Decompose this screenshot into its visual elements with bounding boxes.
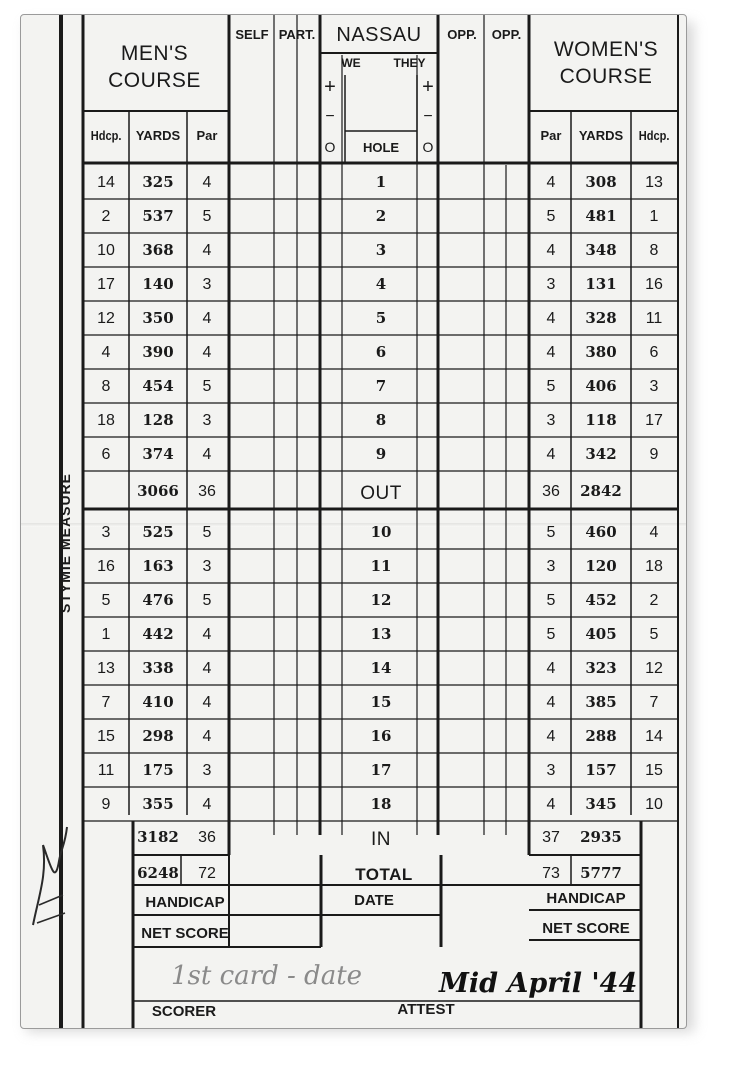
back-hole-m-yards-cell: 525 <box>142 523 174 541</box>
front-hole-m-par-cell: 5 <box>202 378 212 395</box>
front-hole-w-hdcp-cell: 9 <box>649 446 659 463</box>
front-hole-w-yards-cell: 342 <box>585 445 617 463</box>
front-hole-m-yards-cell: 537 <box>142 207 174 225</box>
back-hole-m-yards-cell: 476 <box>142 591 174 609</box>
front-hole-m-yards-cell: 390 <box>142 343 174 361</box>
back-hole-m-hdcp-cell: 16 <box>97 558 115 575</box>
back-hole-hole-cell: 15 <box>370 693 392 711</box>
back-hole-w-hdcp-cell: 7 <box>649 694 659 711</box>
out-row-w-yards: 2842 <box>580 482 622 500</box>
front-hole-hole-cell: 4 <box>375 275 387 293</box>
back-hole-w-hdcp-cell: 12 <box>645 660 663 677</box>
back-hole-m-yards-cell: 163 <box>142 557 174 575</box>
front-hole-m-hdcp-cell: 8 <box>101 378 111 395</box>
back-hole-w-par-cell: 5 <box>546 626 556 643</box>
total-row-m-par: 72 <box>198 865 216 882</box>
back-hole-w-hdcp-cell: 2 <box>649 592 659 609</box>
mens-hdcp-header <box>83 129 129 142</box>
mens-hdcp-header-text: Hdcp. <box>90 128 122 143</box>
front-hole-w-yards-cell: 328 <box>585 309 617 327</box>
stymie-measure-label: STYMIE MEASURE <box>57 473 73 614</box>
back-hole-m-hdcp-cell: 1 <box>101 626 111 643</box>
minus-sign-right: − <box>423 108 433 125</box>
mens-title-line1: MEN'S <box>120 42 189 65</box>
back-hole-m-par-cell: 4 <box>202 728 212 745</box>
front-hole-hole-cell: 3 <box>375 241 387 259</box>
front-hole-w-par-cell: 4 <box>546 174 556 191</box>
front-hole-w-hdcp-cell: 11 <box>645 310 663 327</box>
zero-left: O <box>324 139 336 155</box>
mens-handicap-label: HANDICAP <box>145 894 225 911</box>
back-hole-m-par-cell: 4 <box>202 660 212 677</box>
womens-net-score-label: NET SCORE <box>542 920 630 937</box>
back-hole-w-par-cell: 4 <box>546 796 556 813</box>
front-hole-m-par-cell: 4 <box>202 242 212 259</box>
back-hole-hole-cell: 14 <box>370 659 392 677</box>
out-row-label: OUT <box>360 483 402 504</box>
back-hole-w-hdcp-cell: 18 <box>645 558 663 575</box>
front-hole-m-yards-cell: 325 <box>142 173 174 191</box>
front-hole-w-hdcp-cell: 16 <box>645 276 663 293</box>
front-hole-m-hdcp-cell: 18 <box>97 412 115 429</box>
back-hole-w-yards-cell: 405 <box>585 625 617 643</box>
back-hole-m-yards-cell: 410 <box>142 693 174 711</box>
front-hole-w-yards-cell: 481 <box>585 207 617 225</box>
front-hole-m-yards-cell: 368 <box>142 241 174 259</box>
back-hole-w-hdcp-cell: 5 <box>649 626 659 643</box>
we-header: WE <box>341 56 361 70</box>
womens-par-header: Par <box>540 128 562 143</box>
date-label: DATE <box>354 892 394 909</box>
front-hole-w-yards-cell: 131 <box>585 275 617 293</box>
front-hole-w-hdcp-cell: 17 <box>645 412 663 429</box>
front-hole-m-par-cell: 4 <box>202 174 212 191</box>
womens-yards-header: YARDS <box>578 128 624 143</box>
back-hole-w-yards-cell: 345 <box>585 795 617 813</box>
front-hole-m-yards-cell: 454 <box>142 377 174 395</box>
back-hole-hole-cell: 10 <box>370 523 392 541</box>
front-hole-w-par-cell: 4 <box>546 310 556 327</box>
mens-yards-header: YARDS <box>135 128 181 143</box>
back-hole-m-par-cell: 5 <box>202 524 212 541</box>
back-hole-hole-cell: 12 <box>370 591 392 609</box>
scorecard <box>20 14 687 1029</box>
front-hole-m-par-cell: 3 <box>202 276 212 293</box>
back-hole-m-yards-cell: 442 <box>142 625 174 643</box>
front-hole-m-hdcp-cell: 12 <box>97 310 115 327</box>
total-row-m-yards: 6248 <box>137 864 179 882</box>
back-hole-w-yards-cell: 385 <box>585 693 617 711</box>
front-hole-m-yards-cell: 128 <box>142 411 174 429</box>
minus-sign-left: − <box>325 108 335 125</box>
front-hole-w-par-cell: 5 <box>546 208 556 225</box>
back-hole-m-yards-cell: 338 <box>142 659 174 677</box>
back-hole-m-par-cell: 4 <box>202 796 212 813</box>
womens-handicap-label: HANDICAP <box>546 890 626 907</box>
front-hole-hole-cell: 9 <box>375 445 387 463</box>
back-hole-hole-cell: 18 <box>370 795 392 813</box>
mens-net-score-label: NET SCORE <box>141 925 229 942</box>
partner-column-header: PART. <box>278 27 316 42</box>
womens-course-title <box>531 39 681 87</box>
back-hole-w-par-cell: 4 <box>546 660 556 677</box>
total-row-label: TOTAL <box>355 865 413 884</box>
back-hole-w-yards-cell: 323 <box>585 659 617 677</box>
in-row-m-par: 36 <box>198 829 216 846</box>
front-hole-w-yards-cell: 118 <box>585 411 617 429</box>
front-hole-m-par-cell: 4 <box>202 310 212 327</box>
womens-title-line1: WOMEN'S <box>553 38 659 61</box>
back-hole-hole-cell: 17 <box>370 761 392 779</box>
in-row-m-yards: 3182 <box>137 828 179 846</box>
back-hole-m-hdcp-cell: 9 <box>101 796 111 813</box>
front-hole-m-hdcp-cell: 2 <box>101 208 111 225</box>
womens-hdcp-header-text: Hdcp. <box>638 128 670 143</box>
hole-header: HOLE <box>362 140 400 155</box>
back-hole-hole-cell: 11 <box>370 557 392 575</box>
in-row-w-par: 37 <box>542 829 560 846</box>
front-hole-m-yards-cell: 374 <box>142 445 174 463</box>
front-hole-m-yards-cell: 350 <box>142 309 174 327</box>
front-hole-hole-cell: 1 <box>375 173 387 191</box>
front-hole-w-hdcp-cell: 1 <box>649 208 659 225</box>
front-hole-hole-cell: 8 <box>375 411 387 429</box>
back-hole-w-yards-cell: 460 <box>585 523 617 541</box>
front-hole-w-par-cell: 3 <box>546 276 556 293</box>
back-hole-w-par-cell: 4 <box>546 694 556 711</box>
front-hole-w-par-cell: 4 <box>546 242 556 259</box>
front-hole-m-hdcp-cell: 10 <box>97 242 115 259</box>
in-row-w-yards: 2935 <box>580 828 622 846</box>
back-hole-m-par-cell: 5 <box>202 592 212 609</box>
mens-title-line2: COURSE <box>108 69 201 92</box>
front-hole-w-yards-cell: 406 <box>585 377 617 395</box>
back-hole-w-par-cell: 3 <box>546 762 556 779</box>
back-hole-hole-cell: 13 <box>370 625 392 643</box>
they-header: THEY <box>393 56 426 70</box>
womens-hdcp-header <box>631 129 677 142</box>
back-hole-w-yards-cell: 120 <box>585 557 617 575</box>
out-row-w-par: 36 <box>542 483 560 500</box>
front-hole-m-par-cell: 5 <box>202 208 212 225</box>
back-hole-m-par-cell: 3 <box>202 762 212 779</box>
front-hole-hole-cell: 6 <box>375 343 387 361</box>
back-hole-w-par-cell: 3 <box>546 558 556 575</box>
front-hole-w-par-cell: 3 <box>546 412 556 429</box>
handwritten-date-note: Mid April '44 <box>439 968 638 999</box>
front-hole-w-hdcp-cell: 6 <box>649 344 659 361</box>
back-hole-m-hdcp-cell: 15 <box>97 728 115 745</box>
nassau-header: NASSAU <box>336 24 422 46</box>
front-hole-hole-cell: 5 <box>375 309 387 327</box>
back-hole-m-hdcp-cell: 5 <box>101 592 111 609</box>
front-hole-hole-cell: 2 <box>375 207 387 225</box>
front-hole-hole-cell: 7 <box>375 377 387 395</box>
back-hole-w-hdcp-cell: 4 <box>649 524 659 541</box>
back-hole-w-par-cell: 5 <box>546 524 556 541</box>
womens-title-line2: COURSE <box>559 65 653 88</box>
mens-course-title <box>83 43 226 91</box>
back-hole-m-yards-cell: 175 <box>142 761 174 779</box>
handwritten-card-note: 1st card - date <box>171 961 363 991</box>
back-hole-m-yards-cell: 355 <box>142 795 174 813</box>
front-hole-m-par-cell: 3 <box>202 412 212 429</box>
front-hole-m-hdcp-cell: 17 <box>97 276 115 293</box>
front-hole-m-par-cell: 4 <box>202 446 212 463</box>
front-hole-m-par-cell: 4 <box>202 344 212 361</box>
out-row-m-yards: 3066 <box>137 482 179 500</box>
back-hole-m-yards-cell: 298 <box>142 727 174 745</box>
front-hole-m-hdcp-cell: 14 <box>97 174 115 191</box>
front-hole-m-yards-cell: 140 <box>142 275 174 293</box>
back-hole-m-hdcp-cell: 13 <box>97 660 115 677</box>
back-hole-m-hdcp-cell: 11 <box>97 762 115 779</box>
plus-sign-right: + <box>422 76 434 98</box>
back-hole-m-hdcp-cell: 3 <box>101 524 111 541</box>
back-hole-w-par-cell: 5 <box>546 592 556 609</box>
total-row-w-yards: 5777 <box>580 864 622 882</box>
out-row-m-par: 36 <box>198 483 216 500</box>
front-hole-w-par-cell: 5 <box>546 378 556 395</box>
back-hole-w-hdcp-cell: 10 <box>645 796 663 813</box>
front-hole-w-par-cell: 4 <box>546 446 556 463</box>
in-row-label: IN <box>371 829 391 850</box>
back-hole-m-hdcp-cell: 7 <box>101 694 111 711</box>
back-hole-m-par-cell: 4 <box>202 626 212 643</box>
self-column-header: SELF <box>235 27 269 42</box>
front-hole-w-yards-cell: 380 <box>585 343 617 361</box>
back-hole-w-hdcp-cell: 14 <box>645 728 663 745</box>
opp1-column-header: OPP. <box>447 27 477 42</box>
front-hole-w-hdcp-cell: 8 <box>649 242 659 259</box>
back-hole-w-hdcp-cell: 15 <box>645 762 663 779</box>
plus-sign-left: + <box>324 76 336 98</box>
back-hole-hole-cell: 16 <box>370 727 392 745</box>
mens-par-header: Par <box>196 128 218 143</box>
back-hole-m-par-cell: 4 <box>202 694 212 711</box>
total-row-w-par: 73 <box>542 865 560 882</box>
back-hole-m-par-cell: 3 <box>202 558 212 575</box>
front-hole-w-par-cell: 4 <box>546 344 556 361</box>
opp2-column-header: OPP. <box>491 27 522 42</box>
front-hole-m-hdcp-cell: 6 <box>101 446 111 463</box>
front-hole-w-hdcp-cell: 3 <box>649 378 659 395</box>
back-hole-w-yards-cell: 157 <box>585 761 617 779</box>
handwritten-scribble <box>25 805 75 935</box>
front-hole-m-hdcp-cell: 4 <box>101 344 111 361</box>
back-hole-w-yards-cell: 452 <box>585 591 617 609</box>
front-hole-w-yards-cell: 348 <box>585 241 617 259</box>
front-hole-w-yards-cell: 308 <box>585 173 617 191</box>
scorer-label: SCORER <box>151 1003 217 1020</box>
back-hole-w-yards-cell: 288 <box>585 727 617 745</box>
front-hole-w-hdcp-cell: 13 <box>645 174 663 191</box>
back-hole-w-par-cell: 4 <box>546 728 556 745</box>
attest-label: ATTEST <box>397 1001 455 1018</box>
zero-right: O <box>422 139 434 155</box>
